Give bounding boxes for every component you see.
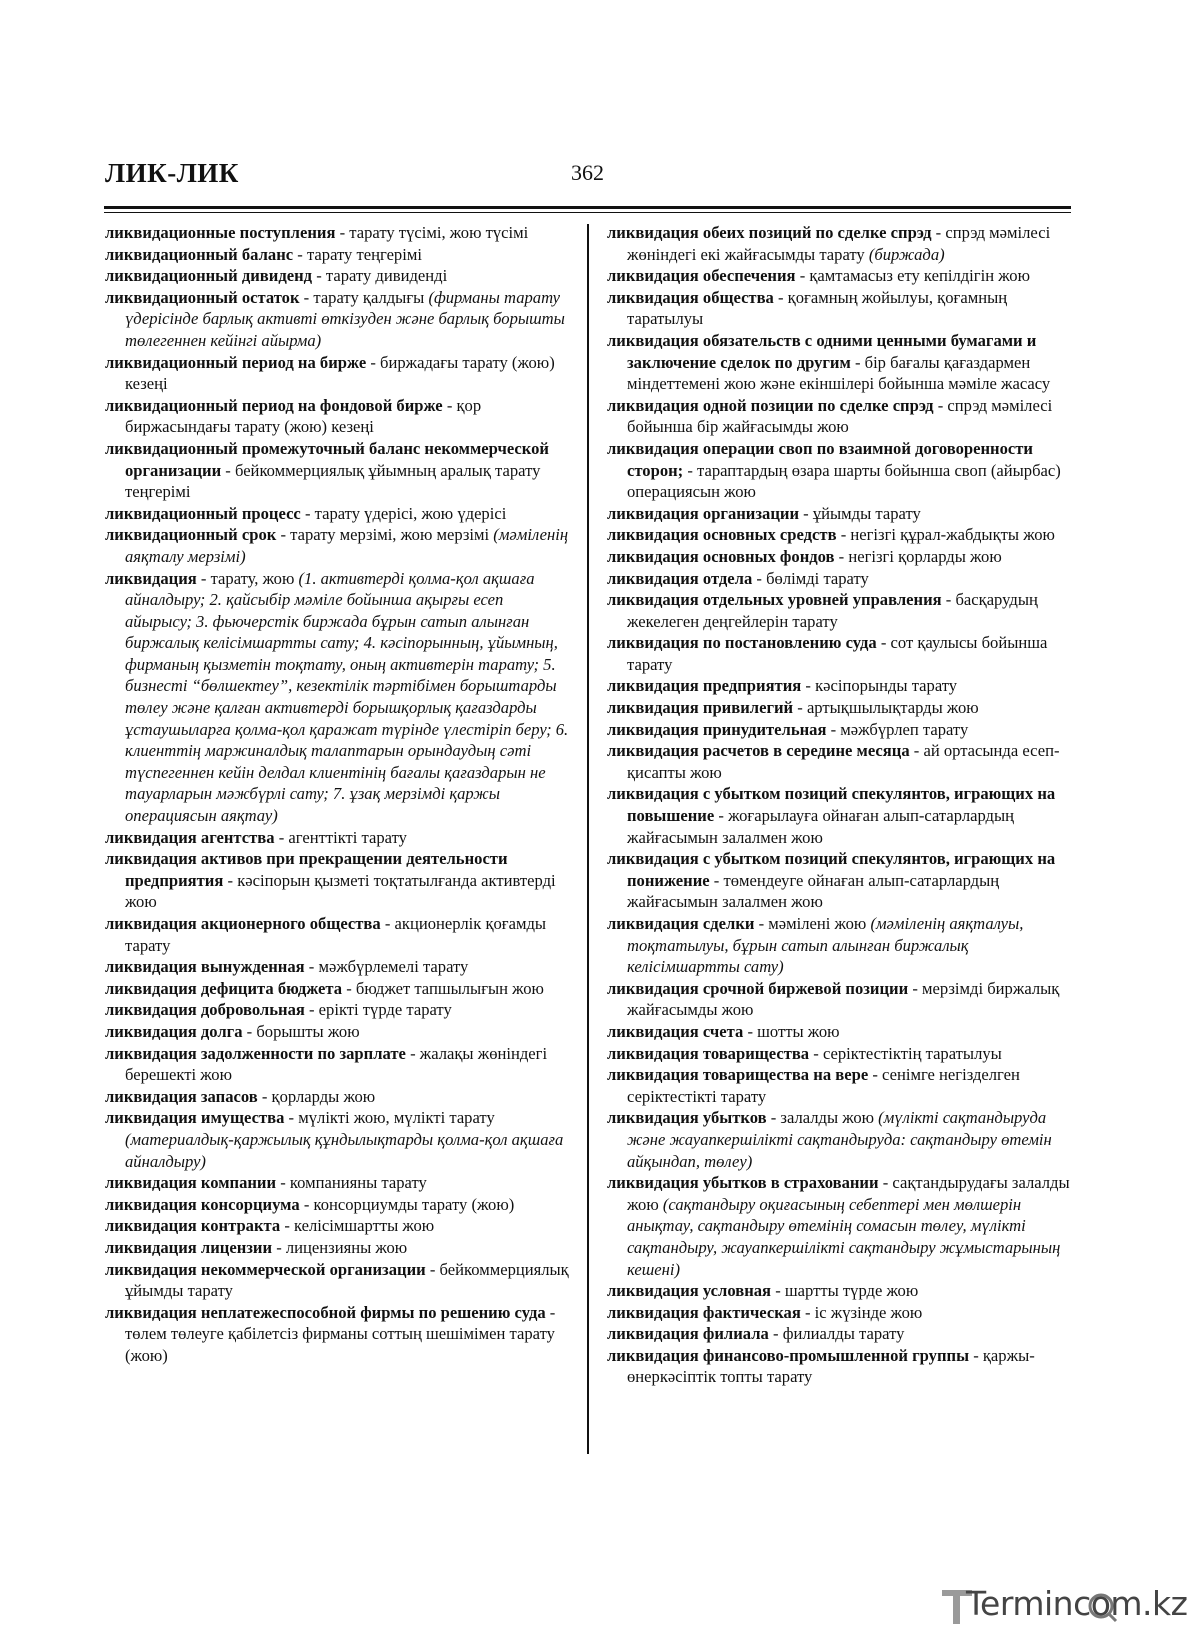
dictionary-entry xyxy=(607,1302,1072,1324)
entry-term: ликвидация задолженности по зарплате xyxy=(105,1043,406,1063)
entry-separator: - xyxy=(257,1086,272,1106)
entry-note: (мәміленің аяқталу мерзімі) xyxy=(125,525,569,566)
entry-term: ликвидация убытков xyxy=(607,1108,767,1128)
entry-separator: - xyxy=(826,719,841,739)
column-divider xyxy=(587,224,589,1454)
entry-term: ликвидация товарищества на вере xyxy=(607,1065,869,1085)
entry-translation: төлем төлеуге қабілетсіз фирманы соттың шешімімен тарату (жою) xyxy=(125,1324,555,1365)
entry-translation: мәмілені жою xyxy=(768,914,871,933)
entry-translation: сенімге негізделген серіктестікті тарату xyxy=(627,1065,1020,1106)
dictionary-entry xyxy=(607,1323,1072,1345)
entry-separator: - xyxy=(878,1173,893,1193)
entry-term: ликвидация филиала xyxy=(607,1324,769,1344)
entry-term: ликвидация товарищества xyxy=(607,1043,810,1063)
entry-translation: жалақы жөніндегі берешекті жою xyxy=(125,1043,548,1085)
entry-term: ликвидация сделки xyxy=(607,914,755,933)
entry-translation: тарату дивиденді xyxy=(325,266,448,286)
entry-term: ликвидация организации xyxy=(607,503,800,523)
entry-term: ликвидация акционерного общества xyxy=(105,914,381,933)
entry-translation: бөлімді тарату xyxy=(766,568,869,588)
dictionary-entry xyxy=(607,848,1072,913)
entry-separator: - xyxy=(754,914,769,933)
entry-separator: - xyxy=(868,1065,883,1085)
dictionary-entry xyxy=(105,352,573,395)
dictionary-entry xyxy=(607,589,1072,632)
entry-translation: мәжбүрлемелі тарату xyxy=(318,957,469,977)
entry-separator: - xyxy=(752,568,767,588)
entry-translation: акционерлік қоғамды тарату xyxy=(125,914,547,955)
entry-separator: - xyxy=(425,1259,440,1279)
entry-translation: тарату, жою xyxy=(210,568,299,588)
dictionary-entry xyxy=(607,978,1072,1021)
entry-separator: - xyxy=(800,1302,815,1322)
entry-separator: - xyxy=(442,395,457,415)
dictionary-entry xyxy=(607,1107,1072,1172)
dictionary-entry xyxy=(607,222,1072,265)
entry-separator: - xyxy=(850,352,865,372)
entry-separator: - xyxy=(714,806,729,826)
entry-term: ликвидация некоммерческой организации xyxy=(105,1259,426,1279)
entry-term: ликвидация убытков в страховании xyxy=(607,1173,879,1193)
entry-term: ликвидация отдельных уровней управления xyxy=(607,590,942,610)
entry-translation: бейкоммерциялық ұйымды тарату xyxy=(125,1259,569,1301)
entry-term: ликвидация основных средств xyxy=(607,525,837,545)
entry-separator: - xyxy=(293,244,307,264)
dictionary-entry xyxy=(607,1345,1072,1388)
entry-term: ликвидация привилегий xyxy=(607,698,794,718)
dictionary-entry xyxy=(607,568,1072,590)
entry-translation: ұйымды тарату xyxy=(812,503,921,523)
page-header-title: ЛИК-ЛИК xyxy=(105,158,239,188)
dictionary-entry xyxy=(105,1172,573,1194)
entry-translation: қаржы-өнеркәсіптік топты тарату xyxy=(627,1345,1035,1387)
entry-term: ликвидация xyxy=(105,568,197,588)
entry-separator: - xyxy=(908,978,922,998)
entry-translation: консорциумды тарату (жою) xyxy=(313,1194,515,1214)
dictionary-entry xyxy=(607,1280,1072,1302)
entry-separator: - xyxy=(933,395,948,415)
entry-translation: залалды жою xyxy=(780,1108,879,1128)
entry-separator: - xyxy=(223,870,238,890)
entry-term: ликвидация с убытком позиций спекулянтов, играющих на повышение xyxy=(607,784,1056,826)
entry-separator: - xyxy=(941,590,956,610)
entry-term: ликвидационный период на бирже xyxy=(105,352,367,372)
entry-term: ликвидация основных фондов xyxy=(607,546,835,566)
entry-translation: сақтандырудағы залалды жою xyxy=(627,1173,1070,1214)
entry-term: ликвидация имущества xyxy=(105,1108,285,1128)
entry-term: ликвидация фактическая xyxy=(607,1302,801,1322)
entry-term: ликвидация принудительная xyxy=(607,719,827,739)
entry-translation: компанияны тарату xyxy=(289,1173,427,1193)
entry-note: (материалдық-қаржылық құндылықтарды қолма-қол ақшаға айналдыру) xyxy=(125,1129,564,1171)
entry-term: ликвидация контракта xyxy=(105,1216,281,1236)
entry-separator: - xyxy=(793,698,807,718)
dictionary-entry xyxy=(607,1043,1072,1065)
entry-term: ликвидация одной позиции по сделке спрэд xyxy=(607,395,934,415)
entry-term: ликвидация активов при прекращении деятельности предприятия xyxy=(105,849,508,890)
entry-term: ликвидация счета xyxy=(607,1021,744,1041)
entry-separator: - xyxy=(795,266,810,286)
entry-note: (1. активтерді қолма-қол ақшаға айналдыру; 2. қайсыбір мәміле бойынша ақырғы есеп айырысу; 3. фьючерстік биржада бұрын сатып алынған биржалық келісімшартты сату; 4. кәсіпорынның, ұйымның, фирманың қызметін тоқтату, оның активтерін тарату; 5. бизнесті “бөлшектеу”, кезектілік тәртібімен борыштарды төлеу және қалған активтерді борышқорлық қағаздарды ұстаушыларға қолма-қол қаражат түрінде үлестіріп беру; 6. клиенттің маржиналдық талаптарын орындаудың сәті түспегеннен кейін делдал клиентінің бағалы қағаздарын не тауарларын мәжбүрлі сату; 7. ұзақ мерзімді қаржы операциясын аяқтау) xyxy=(125,568,569,826)
entry-separator: - xyxy=(380,914,395,933)
entry-translation: негізгі құрал-жабдықты жою xyxy=(850,525,1055,545)
dictionary-entry xyxy=(105,978,573,1000)
entry-translation: жоғарылауға ойнаған алып-сатарлардың жайғасымын залалмен жою xyxy=(627,806,1015,847)
entry-separator: - xyxy=(836,525,851,545)
entry-translation: бір бағалы қағаздармен міндеттемені жою және екіншілері бойынша мәміле жасасу xyxy=(627,352,1051,394)
entry-separator: - xyxy=(342,978,356,998)
entry-note: (мүлікті сақтандыруда және жауапкершілікті сақтандыруда: сақтандыру өтемін айқындап, төлеу) xyxy=(627,1108,1052,1171)
entry-term: ликвидация расчетов в середине месяца xyxy=(607,741,910,761)
dictionary-entry xyxy=(105,503,573,525)
entry-translation: мерзімді биржалық жайғасымды жою xyxy=(627,978,1060,1020)
dictionary-entry xyxy=(105,1237,573,1259)
entry-translation: бейкоммерциялық ұйымның аралық тарату теңгерімі xyxy=(125,460,541,502)
entry-term: ликвидация срочной биржевой позиции xyxy=(607,978,909,998)
entry-separator: - xyxy=(969,1345,983,1365)
entry-separator: - xyxy=(771,1281,785,1301)
entry-term: ликвидационный дивиденд xyxy=(105,266,313,286)
watermark-text: Termincom.kz xyxy=(966,1584,1187,1623)
entry-separator: - xyxy=(335,223,350,242)
entry-term: ликвидационный баланс xyxy=(105,244,294,264)
entry-separator: - xyxy=(773,287,788,307)
dictionary-entry xyxy=(105,1086,573,1108)
entry-separator: - xyxy=(809,1043,823,1063)
entry-translation: спрэд мәмілесі бойынша бір жайғасымды жою xyxy=(627,395,1053,437)
dictionary-entry xyxy=(607,697,1072,719)
entry-note: (сақтандыру оқиғасының себептері мен мөлшерін анықтау, сақтандыру өтемінің сомасын төлеу, мүлікті сақтандыру, жауапкершілікті сақтандыру жұмыстарының кешені) xyxy=(627,1194,1061,1279)
entry-term: ликвидация с убытком позиций спекулянтов, играющих на понижение xyxy=(607,849,1056,890)
dictionary-entry xyxy=(105,827,573,849)
dictionary-entry xyxy=(105,524,573,567)
entry-translation: тарату мерзімі, жою мерзімі xyxy=(290,525,494,545)
entry-separator: - xyxy=(304,957,319,977)
entry-translation: мүлікті жою, мүлікті тарату xyxy=(298,1108,495,1128)
entry-translation: артықшылықтарды жою xyxy=(806,698,979,718)
left-column xyxy=(105,222,573,1366)
dictionary-entry xyxy=(607,265,1072,287)
entry-term: ликвидация финансово-промышленной группы xyxy=(607,1345,970,1365)
dictionary-entry xyxy=(105,999,573,1021)
entry-term: ликвидационный остаток xyxy=(105,287,300,307)
entry-translation: шотты жою xyxy=(757,1021,840,1041)
entry-translation: кәсіпорынды тарату xyxy=(815,676,958,696)
dictionary-entry xyxy=(607,503,1072,525)
right-column xyxy=(607,222,1072,1388)
dictionary-entry xyxy=(607,913,1072,978)
entry-separator: - xyxy=(312,266,326,286)
dictionary-entry xyxy=(607,783,1072,848)
dictionary-entry xyxy=(607,438,1072,503)
dictionary-entry xyxy=(105,438,573,503)
entry-separator: - xyxy=(274,827,289,847)
entry-translation: басқарудың жекелеген деңгейлерін тарату xyxy=(627,590,1038,631)
dictionary-entry xyxy=(607,395,1072,438)
entry-separator: - xyxy=(876,633,891,653)
entry-term: ликвидация обеих позиций по сделке спрэд xyxy=(607,223,932,242)
entry-term: ликвидация компании xyxy=(105,1173,277,1193)
entry-term: ликвидация добровольная xyxy=(105,1000,305,1020)
entry-separator: - xyxy=(709,870,724,890)
entry-term: ликвидация запасов xyxy=(105,1086,258,1106)
dictionary-entry xyxy=(105,568,573,827)
entry-translation: кәсіпорын қызметі тоқтатылғанда активтерді жою xyxy=(125,870,556,912)
entry-term: ликвидация предприятия xyxy=(607,676,802,696)
entry-term: ликвидация обеспечения xyxy=(607,266,796,286)
dictionary-entry xyxy=(607,632,1072,675)
dictionary-entry xyxy=(105,913,573,956)
entry-separator: - xyxy=(768,1324,783,1344)
entry-separator: - xyxy=(299,1194,314,1214)
entry-translation: сот қаулысы бойынша тарату xyxy=(627,633,1048,674)
entry-separator: - xyxy=(743,1021,758,1041)
page-number: 362 xyxy=(571,160,604,185)
entry-translation: тараптардың өзара шарты бойынша своп (айырбас) операциясын жою xyxy=(627,460,1061,502)
entry-term: ликвидация вынужденная xyxy=(105,957,305,977)
entry-translation: тарату теңгерімі xyxy=(306,244,422,264)
dictionary-entry xyxy=(607,740,1072,783)
entry-translation: бюджет тапшылығын жою xyxy=(355,978,544,998)
entry-separator: - xyxy=(366,352,381,372)
entry-separator: - xyxy=(276,525,291,545)
header-rule-thick xyxy=(104,206,1071,209)
dictionary-entry xyxy=(105,1215,573,1237)
entry-term: ликвидация дефицита бюджета xyxy=(105,978,343,998)
entry-separator: - xyxy=(299,287,314,307)
dictionary-entry xyxy=(607,675,1072,697)
entry-separator: - xyxy=(284,1108,299,1128)
dictionary-entry xyxy=(607,546,1072,568)
entry-separator: - xyxy=(799,503,813,523)
entry-translation: қоғамның жойылуы, қоғамның таратылуы xyxy=(627,287,1008,329)
entry-translation: шартты түрде жою xyxy=(784,1281,919,1301)
entry-term: ликвидационный промежуточный баланс некоммерческой организации xyxy=(105,438,549,480)
entry-term: ликвидация условная xyxy=(607,1281,772,1301)
entry-translation: мәжбүрлеп тарату xyxy=(840,719,969,739)
entry-term: ликвидационный период на фондовой бирже xyxy=(105,395,443,415)
entry-separator: - xyxy=(545,1302,556,1322)
entry-term: ликвидация общества xyxy=(607,287,774,307)
dictionary-entry xyxy=(105,848,573,913)
entry-term: ликвидационный срок xyxy=(105,525,277,545)
dictionary-entry xyxy=(105,222,573,244)
termincom-logo xyxy=(938,1582,1187,1628)
entry-translation: төмендеуге ойнаған алып-сатарлардың жайғасымын залалмен жою xyxy=(627,870,1000,912)
dictionary-entry xyxy=(105,1302,573,1367)
entry-separator: - xyxy=(221,460,235,480)
entry-translation: филиалды тарату xyxy=(782,1324,905,1344)
entry-separator: - xyxy=(405,1043,420,1063)
entry-translation: негізгі қорларды жою xyxy=(848,546,1002,566)
entry-separator: - xyxy=(801,676,816,696)
dictionary-entry xyxy=(607,719,1072,741)
entry-separator: - xyxy=(683,460,698,480)
entry-term: ликвидация обязательств с одними ценными бумагами и заключение сделок по другим xyxy=(607,330,1037,372)
entry-translation: тарату түсімі, жою түсімі xyxy=(349,223,529,242)
dictionary-entry xyxy=(105,1107,573,1172)
entry-translation: тарату қалдығы xyxy=(313,287,429,307)
entry-note: (мәміленің аяқталуы, тоқтатылуы, бұрын сатып алынған биржалық келісімшартты сату) xyxy=(627,914,1024,977)
dictionary-entry xyxy=(105,1021,573,1043)
entry-note: (фирманы тарату үдерісінде барлық активті өткізуден және барлық борышты төлегеннен кейінгі айырма) xyxy=(125,287,565,350)
entry-note: (биржада) xyxy=(868,244,945,264)
entry-separator: - xyxy=(242,1021,257,1041)
entry-term: ликвидация по постановлению суда xyxy=(607,633,877,653)
entry-translation: ерікті түрде тарату xyxy=(318,1000,452,1020)
dictionary-entry xyxy=(607,287,1072,330)
dictionary-entry xyxy=(105,1194,573,1216)
dictionary-entry xyxy=(607,1172,1072,1280)
entry-translation: ай ортасында есеп-қисапты жою xyxy=(627,741,1060,782)
entry-translation: қорларды жою xyxy=(271,1086,376,1106)
entry-separator: - xyxy=(196,568,211,588)
entry-separator: - xyxy=(834,546,849,566)
entry-separator: - xyxy=(280,1216,295,1236)
dictionary-entry xyxy=(607,1064,1072,1107)
entry-translation: қор биржасындағы тарату (жою) кезеңі xyxy=(125,395,482,437)
dictionary-entry xyxy=(105,1259,573,1302)
dictionary-entry xyxy=(105,244,573,266)
entry-separator: - xyxy=(272,1237,286,1257)
dictionary-entry xyxy=(105,287,573,352)
dictionary-entry xyxy=(105,956,573,978)
entry-separator: - xyxy=(766,1108,781,1128)
entry-translation: борышты жою xyxy=(256,1021,360,1041)
entry-translation: келісімшартты жою xyxy=(294,1216,435,1236)
dictionary-entry xyxy=(607,1021,1072,1043)
entry-term: ликвидация консорциума xyxy=(105,1194,300,1214)
dictionary-entry xyxy=(105,1043,573,1086)
entry-translation: лицензияны жою xyxy=(285,1237,408,1257)
entry-term: ликвидация долга xyxy=(105,1021,243,1041)
entry-translation: серіктестіктің таратылуы xyxy=(822,1043,1002,1063)
entry-separator: - xyxy=(276,1173,290,1193)
entry-separator: - xyxy=(931,223,946,242)
entry-translation: агенттікті тарату xyxy=(288,827,407,847)
entry-term: ликвидация лицензии xyxy=(105,1237,273,1257)
entry-term: ликвидация операции своп по взаимной договоренности сторон; xyxy=(607,438,1033,480)
entry-translation: биржадағы тарату (жою) кезеңі xyxy=(125,352,555,394)
dictionary-entry xyxy=(607,330,1072,395)
entry-term: ликвидационные поступления xyxy=(105,223,336,242)
entry-separator: - xyxy=(304,1000,319,1020)
header-rule-thin xyxy=(104,212,1071,213)
entry-translation: тарату үдерісі, жою үдерісі xyxy=(314,503,507,523)
entry-separator: - xyxy=(909,741,924,761)
entry-separator: - xyxy=(300,503,315,523)
entry-translation: қамтамасыз ету кепілдігін жою xyxy=(809,266,1030,286)
entry-term: ликвидация неплатежеспособной фирмы по решению суда xyxy=(105,1302,546,1322)
dictionary-entry xyxy=(607,524,1072,546)
dictionary-entry xyxy=(105,265,573,287)
entry-translation: іс жүзінде жою xyxy=(814,1302,923,1322)
entry-term: ликвидация отдела xyxy=(607,568,753,588)
dictionary-entry xyxy=(105,395,573,438)
entry-term: ликвидация агентства xyxy=(105,827,275,847)
entry-translation: спрэд мәмілесі жөніндегі екі жайғасымды тарату xyxy=(627,223,1051,264)
entry-term: ликвидационный процесс xyxy=(105,503,301,523)
